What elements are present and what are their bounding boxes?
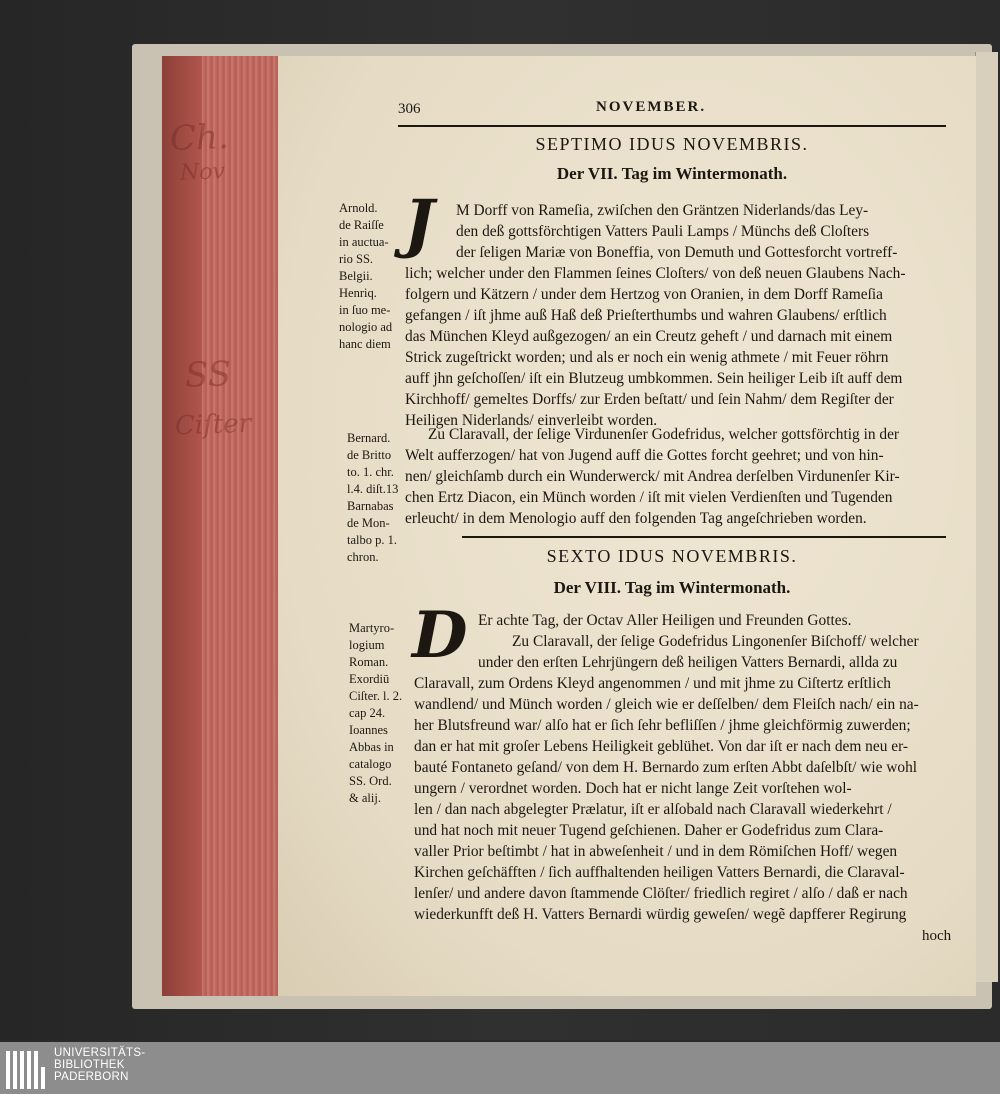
library-logo-text: UNIVERSITÄTS- <box>54 1047 146 1059</box>
catchword: hoch <box>922 928 952 944</box>
text-line: valler Prior beſtimbt / hat in abweſenheit / und in dem Römiſchen Hoff/ wegen <box>414 843 898 860</box>
text-line: auff jhn geſchoſſen/ iſt ein Blutzeug umbkommen. Sein heiliger Leib iſt auff dem <box>405 370 903 387</box>
edge-handwriting: SS <box>184 354 232 396</box>
margin-note: Bernard. de Britto to. 1. chr. l.4. diſt.13 Barnabas de Mon- talbo p. 1. chron. <box>347 431 399 564</box>
page-number: 306 <box>398 101 421 117</box>
text-line: Heiligen Niderlands/ einverleibt worden. <box>405 412 658 429</box>
text-line: wiederkunfft deß H. Vatters Bernardi würdig geweſen/ wegẽ dapfferer Regirung <box>414 906 907 923</box>
drop-capital: J <box>404 186 435 261</box>
text-line: Strick zugeſtrickt worden; und als er noch ein wenig athmete / mit Feuer röhrn <box>405 349 889 366</box>
text-line: erleucht/ in dem Menologio auff den folgenden Tag angeſchrieben worden. <box>405 510 867 527</box>
text-line: Claravall, zum Ordens Kleyd angenommen / und mit jhme zu Ciſtertz erſtlich <box>414 675 891 692</box>
book-cover-right-edge <box>975 52 998 982</box>
text-line: len / dan nach abgelegter Prælatur, iſt er alſobald nach Claravall wiederkehrt / <box>414 801 892 818</box>
text-line: gefangen / iſt jhme auß Haß deß Prieſterthumbs und wahren Glaubens/ erſtlich <box>405 307 887 324</box>
text-line: ungern / verordnet worden. Doch hat er nicht lange Zeit vorſtehen wol- <box>414 780 852 797</box>
section-heading: SEXTO IDUS NOVEMBRIS. <box>546 546 798 566</box>
header-rule <box>398 125 946 127</box>
section-heading: SEPTIMO IDUS NOVEMBRIS. <box>535 134 809 154</box>
text-line: Kirchhoff/ gemeltes Dorffs/ zur Erden beſtatt/ und ſein Nahm/ dem Regiſter der <box>405 391 894 408</box>
margin-note: Martyro- logium Roman. Exordiū Ciſter. l. 2. cap 24. Ioannes Abbas in catalogo SS. Ord. & alij. <box>349 621 403 805</box>
text-line: folgern und Kätzern / under dem Hertzog von Oranien, in dem Dorff Rameſia <box>405 286 883 303</box>
day-heading: Der VIII. Tag im Wintermonath. <box>553 578 791 597</box>
text-line: Er achte Tag, der Octav Aller Heiligen und Freunden Gottes. <box>478 612 852 629</box>
text-line: nen/ gleichſamb durch ein Wunderwerck/ mit Andrea derſelben Virdunenſer Kir- <box>405 468 900 485</box>
margin-note: Arnold. de Raiſſe in auctua- rio SS. Belgii. Henriq. in ſuo me- nologio ad hanc diem <box>339 201 393 351</box>
text-line: das München Kleyd außgezogen/ an ein Creutz geheft / und darnach mit einem <box>405 328 893 345</box>
text-line: bauté Fontaneto geſand/ von dem H. Bernardo zum erſten Abbt daſelbſt/ wie wohl <box>414 759 918 776</box>
text-line: und hat noch mit neuer Tugend geſchienen. Daher er Godefridus zum Clara- <box>414 822 884 839</box>
page-block-shadow <box>162 56 202 996</box>
section-rule <box>462 536 946 538</box>
drop-capital: D <box>412 598 468 673</box>
text-line: M Dorff von Rameſia, zwiſchen den Gräntzen Niderlands/das Ley- <box>456 202 869 219</box>
text-line: wandlend/ und Münch worden / gleich wie er deſſelben/ dem Fleiſch nach/ ein na- <box>414 696 919 713</box>
text-line: Zu Claravall, der ſelige Virdunenſer Godefridus, welcher gottsförchtig in der <box>428 426 900 443</box>
text-line: Kirchen geſchäfften / ſich auffhaltenden heiligen Vatters Bernardi, die Claraval- <box>414 864 905 881</box>
text-line: lenſer/ und andere davon ſtammende Clöſter/ friedlich regiret / alſo / daß er nach <box>414 885 908 902</box>
text-line: chen Ertz Diacon, ein Münch worden / iſt mit vielen Verdienſten und Tugenden <box>405 489 893 506</box>
text-line: Welt aufferzogen/ hat von Jugend auff die Gottes forcht geehret; und von hin- <box>405 447 884 464</box>
library-logo-text: PADERBORN <box>54 1071 129 1083</box>
library-logo-text: BIBLIOTHEK <box>54 1059 125 1071</box>
text-line: under den erſten Lehrjüngern deß heiligen Vatters Bernardi, allda zu <box>478 654 898 671</box>
text-line: den deß gottsförchtigen Vatters Pauli Lamps / Münchs deß Cloſters <box>456 223 870 240</box>
edge-handwriting: Ch. <box>169 116 230 160</box>
text-line: der ſeligen Mariæ von Boneffia, von Demuth und Gottesforcht vortreff- <box>456 244 898 261</box>
text-line: Zu Claravall, der ſelige Godefridus Lingonenſer Biſchoff/ welcher <box>512 633 919 650</box>
text-line: her Blutsfreund war/ alſo hat er ſich ſehr befliſſen / jhme gleichförmig zuwerden; <box>414 717 911 734</box>
library-footer <box>0 1042 1000 1094</box>
edge-handwriting: Nov <box>179 159 226 186</box>
text-line: dan er hat mit groſer Lebens Heiligkeit geblühet. Von dar iſt er nach dem neu er- <box>414 738 909 755</box>
text-line: lich; welcher under den Flammen ſeines Cloſters/ von deß neuen Glaubens Nach- <box>405 265 906 282</box>
edge-handwriting: Ciſter <box>174 408 252 442</box>
library-logo-icon <box>6 1047 48 1089</box>
running-head: NOVEMBER. <box>596 99 707 115</box>
day-heading: Der VII. Tag im Wintermonath. <box>556 164 788 183</box>
